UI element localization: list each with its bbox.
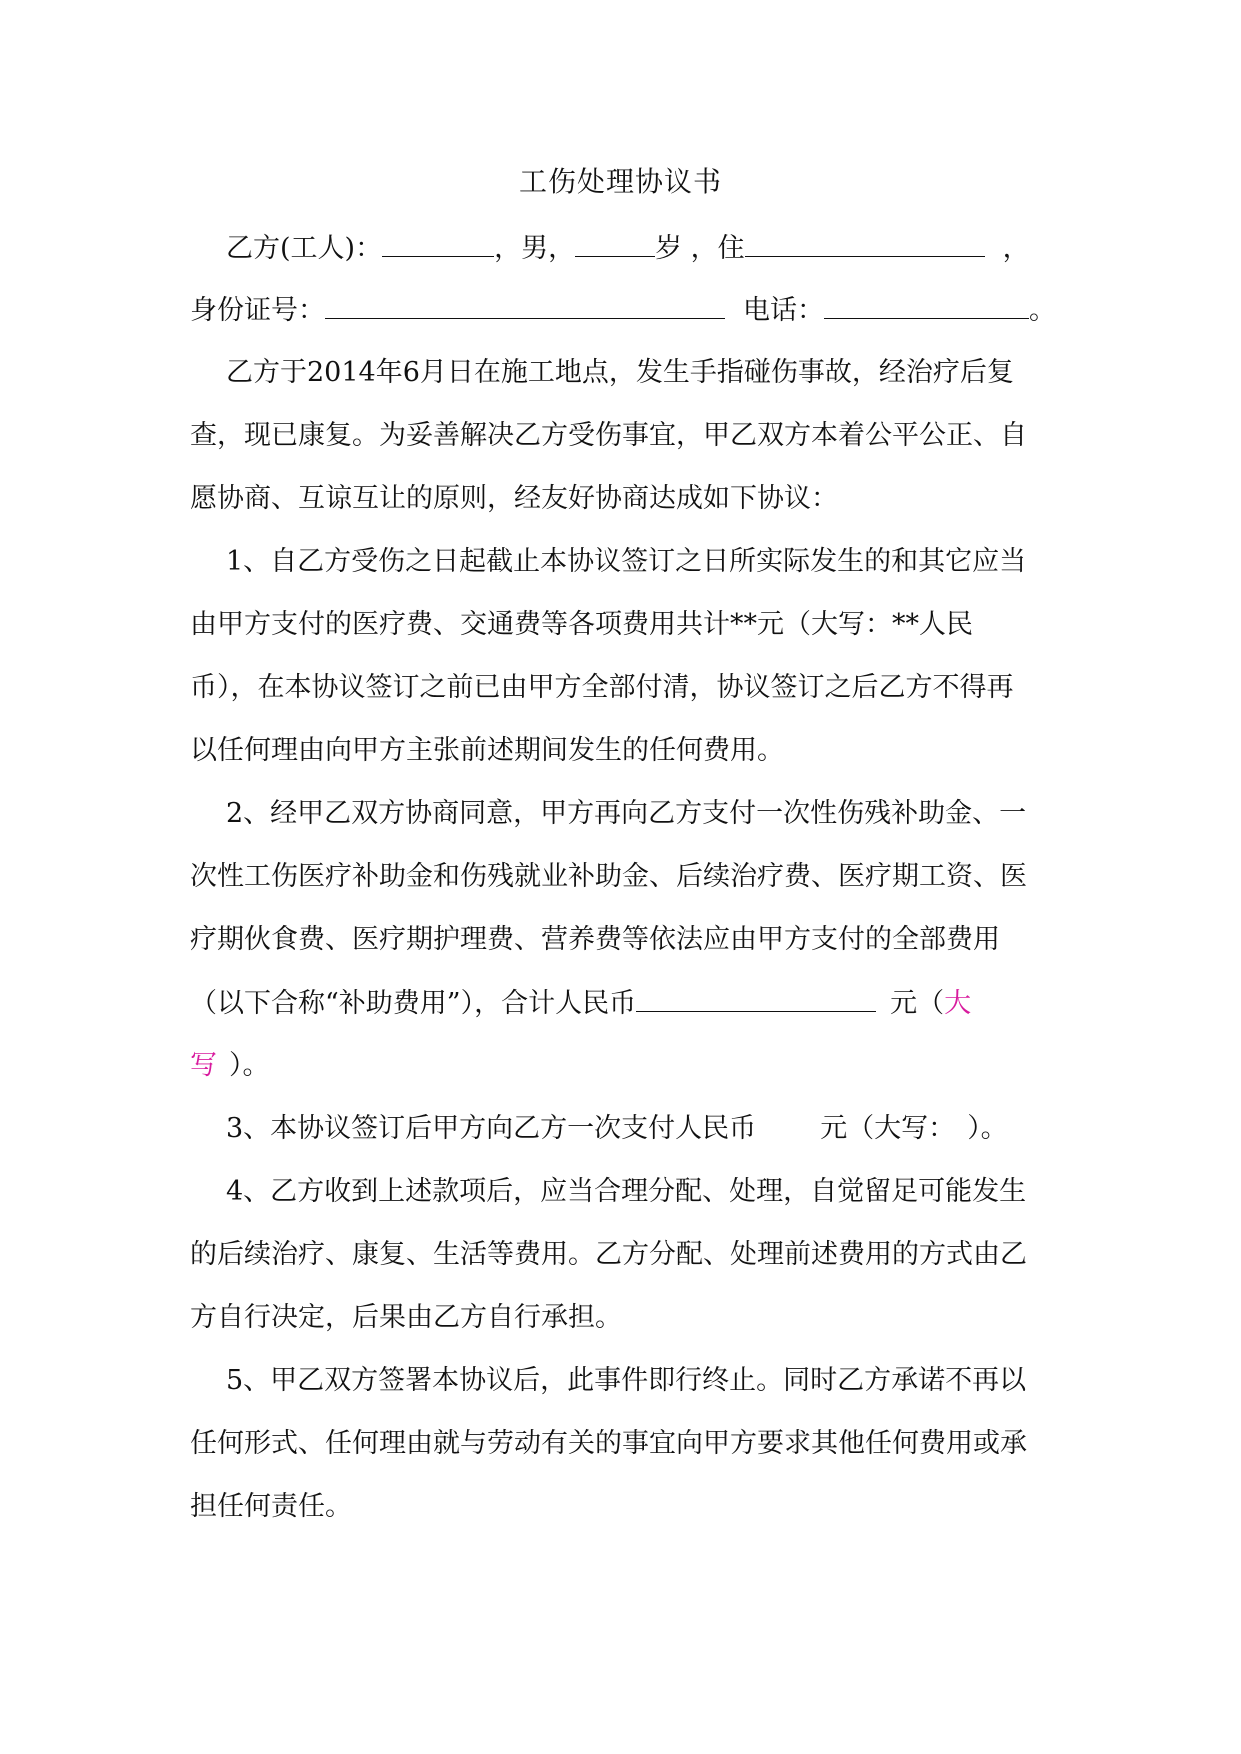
clause5-line: 5、甲乙双方签署本协议后，此事件即行终止。同时乙方承诺不再以 [226,1365,1027,1396]
intro-line: 愿协商、互谅互让的原则，经友好协商达成如下协议： [190,483,838,514]
clause5-line: 担任何责任。 [190,1491,352,1522]
id-number-blank[interactable] [325,290,725,319]
id-phone-line [190,290,1090,331]
subsidy-total-label: （以下合称“补助费用”），合计人民币 [190,988,637,1019]
clause2-amount-line [190,983,1090,1024]
party-line-end: ， [1002,233,1030,264]
age-blank[interactable] [575,228,655,257]
age-residence-label: 岁 ，住 [655,233,745,264]
party-label: 乙方(工人)： [226,233,383,264]
clause2-amount-cont [190,1046,1090,1086]
clause4-line: 方自行决定，后果由乙方自行承担。 [190,1302,622,1333]
clause3-line [190,1109,1126,1149]
phone-label: 电话： [743,295,824,326]
clause2-line: 次性工伤医疗补助金和伤残就业补助金、后续治疗费、医疗期工资、医 [190,861,1027,892]
subsidy-amount-blank[interactable] [636,983,876,1012]
name-blank[interactable] [382,228,494,257]
subsidy-unit-label: 元（ [890,988,945,1019]
clause1-line: 币），在本协议签订之前已由甲方全部付清，协议签订之后乙方不得再 [190,672,1014,703]
clause3-text: 3、本协议签订后甲方向乙方一次支付人民币 [226,1113,757,1144]
id-phone-end: 。 [1029,295,1056,326]
clause4-line: 的后续治疗、康复、生活等费用。乙方分配、处理前述费用的方式由乙 [190,1239,1027,1270]
clause5-line: 任何形式、任何理由就与劳动有关的事宜向甲方要求其他任何费用或承 [190,1428,1027,1459]
clause3-end: ）。 [967,1113,1008,1144]
capital-marker-2: 写 [190,1050,217,1081]
gender-text: ，男， [494,233,576,264]
clause1-line: 由甲方支付的医疗费、交通费等各项费用共计**元（大写：**人民 [190,609,973,640]
clause3-unit: 元（大写： [820,1113,956,1144]
clause1-line: 以任何理由向甲方主张前述期间发生的任何费用。 [190,735,784,766]
clause4-line: 4、乙方收到上述款项后，应当合理分配、处理，自觉留足可能发生 [226,1176,1027,1207]
subsidy-amount-end: ）。 [229,1050,270,1081]
party-info-line [190,228,1126,269]
intro-line: 查，现已康复。为妥善解决乙方受伤事宜，甲乙双方本着公平公正、自 [190,420,1027,451]
id-label: 身份证号： [190,295,325,326]
intro-line: 乙方于2014年6月日在施工地点，发生手指碰伤事故，经治疗后复 [226,357,1014,388]
document-title: 工伤处理协议书 [518,165,722,198]
clause2-line: 疗期伙食费、医疗期护理费、营养费等依法应由甲方支付的全部费用 [190,924,1000,955]
clause2-line: 2、经甲乙双方协商同意，甲方再向乙方支付一次性伤残补助金、一 [226,798,1027,829]
capital-marker-1: 大 [944,988,972,1019]
phone-blank[interactable] [824,290,1029,319]
residence-blank[interactable] [745,228,985,257]
clause1-line: 1、自乙方受伤之日起截止本协议签订之日所实际发生的和其它应当 [226,546,1027,577]
